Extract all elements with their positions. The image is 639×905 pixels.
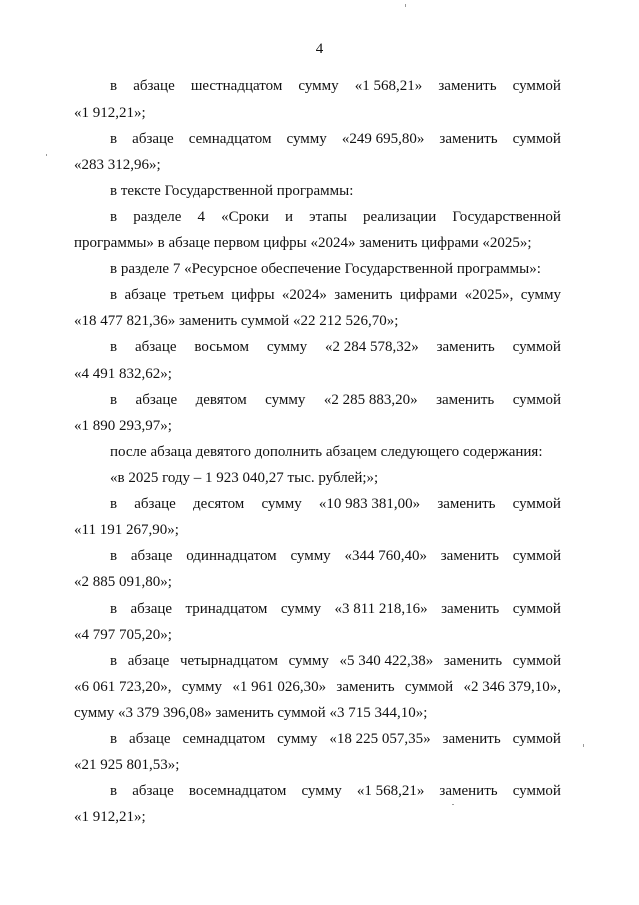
text-line: «21 925 801,53»; bbox=[74, 757, 180, 773]
text-word: заменить bbox=[436, 339, 495, 355]
text-line: в разделе 7 «Ресурсное обеспечение Государственной программы»: bbox=[110, 261, 541, 277]
text-word: сумму bbox=[181, 679, 223, 695]
text-word: в bbox=[110, 783, 118, 799]
text-word: заменить bbox=[439, 131, 498, 147]
text-line bbox=[110, 130, 561, 148]
text-word: абзаце bbox=[127, 653, 170, 669]
text-line: «1 890 293,97»; bbox=[74, 418, 172, 434]
text-word: абзаце bbox=[132, 131, 174, 147]
scan-mark bbox=[583, 744, 584, 747]
text-word: суммой bbox=[512, 392, 561, 408]
text-word: абзаце bbox=[130, 601, 173, 617]
text-word: суммой bbox=[512, 78, 561, 94]
text-word: сумму bbox=[286, 131, 327, 147]
text-word: тринадцатом bbox=[185, 601, 268, 617]
text-line bbox=[110, 286, 561, 304]
text-line: «283 312,96»; bbox=[74, 157, 161, 173]
text-word: третьем bbox=[173, 287, 224, 303]
text-word: сумму bbox=[298, 78, 339, 94]
text-word: заменить bbox=[336, 679, 395, 695]
text-word: сумму bbox=[520, 287, 561, 303]
text-word: суммой bbox=[512, 548, 561, 564]
text-word: в bbox=[110, 339, 118, 355]
text-line: после абзаца девятого дополнить абзацем следующего содержания: bbox=[110, 444, 543, 460]
text-line bbox=[74, 678, 561, 696]
text-line bbox=[110, 208, 561, 226]
text-word: девятом bbox=[195, 392, 247, 408]
text-word: четырнадцатом bbox=[179, 653, 278, 669]
text-word: в bbox=[110, 496, 118, 512]
text-line: «4 797 705,20»; bbox=[74, 627, 172, 643]
text-word: заменить bbox=[442, 731, 501, 747]
text-line: в тексте Государственной программы: bbox=[110, 183, 354, 199]
text-word: абзаце bbox=[130, 548, 173, 564]
text-word: 4 bbox=[197, 209, 206, 225]
text-line bbox=[110, 547, 561, 565]
text-word: суммой bbox=[512, 601, 561, 617]
text-word: сумму bbox=[280, 601, 322, 617]
text-word: «249 695,80» bbox=[341, 131, 425, 147]
text-word: заменить bbox=[443, 653, 503, 669]
text-word: абзаце bbox=[132, 783, 174, 799]
text-word: суммой bbox=[512, 731, 561, 747]
text-line bbox=[110, 338, 561, 356]
text-word: суммой bbox=[512, 653, 561, 669]
scan-mark bbox=[46, 154, 47, 156]
text-word: суммой bbox=[512, 783, 561, 799]
text-word: в bbox=[110, 731, 118, 747]
scan-mark bbox=[452, 804, 454, 805]
text-word: семнадцатом bbox=[188, 131, 272, 147]
text-word: заменить bbox=[438, 78, 497, 94]
text-word: заменить bbox=[334, 287, 393, 303]
text-word: в bbox=[110, 287, 118, 303]
text-word: заменить bbox=[437, 496, 496, 512]
text-word: «3 811 218,16» bbox=[334, 601, 428, 617]
text-word: восьмом bbox=[194, 339, 249, 355]
text-line: программы» в абзаце первом цифры «2024» заменить цифрами «2025»; bbox=[74, 235, 532, 251]
text-word: суммой bbox=[512, 131, 561, 147]
text-word: суммой bbox=[512, 496, 561, 512]
text-word: заменить bbox=[440, 548, 499, 564]
text-word: сумму bbox=[290, 548, 331, 564]
text-line: «4 491 832,62»; bbox=[74, 366, 172, 382]
text-word: абзаце bbox=[124, 287, 167, 303]
text-line: «18 477 821,36» заменить суммой «22 212 526,70»; bbox=[74, 313, 399, 329]
text-word: разделе bbox=[133, 209, 182, 225]
text-word: десятом bbox=[193, 496, 245, 512]
text-word: реализации bbox=[363, 209, 437, 225]
text-word: «5 340 422,38» bbox=[339, 653, 434, 669]
text-word: в bbox=[110, 131, 118, 147]
page-number: 4 bbox=[315, 41, 324, 57]
text-word: абзаце bbox=[134, 496, 176, 512]
text-word: «2 285 883,20» bbox=[323, 392, 418, 408]
text-word: «2025», bbox=[464, 287, 514, 303]
text-word: «2 346 379,10», bbox=[463, 679, 561, 695]
text-word: «344 760,40» bbox=[344, 548, 427, 564]
text-word: «1 961 026,30» bbox=[232, 679, 327, 695]
text-line: «1 912,21»; bbox=[74, 809, 146, 825]
text-line bbox=[110, 730, 561, 748]
text-line: «1 912,21»; bbox=[74, 105, 146, 121]
text-word: «1 568,21» bbox=[356, 783, 425, 799]
text-word: абзаце bbox=[133, 78, 175, 94]
text-word: «6 061 723,20», bbox=[74, 679, 172, 695]
text-word: заменить bbox=[441, 601, 500, 617]
text-word: шестнадцатом bbox=[190, 78, 283, 94]
text-line bbox=[110, 652, 561, 670]
text-word: в bbox=[110, 392, 118, 408]
text-word: восемнадцатом bbox=[188, 783, 287, 799]
text-line: «2 885 091,80»; bbox=[74, 574, 172, 590]
text-word: сумму bbox=[277, 731, 318, 747]
text-word: суммой bbox=[404, 679, 454, 695]
text-word: этапы bbox=[309, 209, 347, 225]
text-word: в bbox=[110, 601, 118, 617]
text-word: заменить bbox=[436, 392, 495, 408]
text-word: заменить bbox=[439, 783, 498, 799]
text-word: сумму bbox=[265, 392, 306, 408]
text-line: «в 2025 году – 1 923 040,27 тыс. рублей;»; bbox=[110, 470, 379, 486]
text-word: абзаце bbox=[134, 339, 177, 355]
text-word: в bbox=[110, 653, 118, 669]
text-word: абзаце bbox=[129, 731, 171, 747]
text-word: одиннадцатом bbox=[186, 548, 277, 564]
text-line: «11 191 267,90»; bbox=[74, 522, 179, 538]
text-line bbox=[110, 391, 561, 409]
text-word: сумму bbox=[301, 783, 342, 799]
text-word: сумму bbox=[288, 653, 329, 669]
text-word: в bbox=[110, 548, 118, 564]
text-word: и bbox=[285, 209, 294, 225]
text-word: «Сроки bbox=[221, 209, 269, 225]
text-line bbox=[110, 782, 561, 800]
text-word: Государственной bbox=[452, 209, 561, 225]
text-word: цифры bbox=[231, 287, 275, 303]
text-word: в bbox=[110, 78, 118, 94]
text-line: сумму «3 379 396,08» заменить суммой «3 715 344,10»; bbox=[74, 705, 428, 721]
text-word: суммой bbox=[512, 339, 561, 355]
text-word: «1 568,21» bbox=[354, 78, 423, 94]
text-word: сумму bbox=[266, 339, 308, 355]
text-word: цифрами bbox=[399, 287, 458, 303]
text-word: «10 983 381,00» bbox=[318, 496, 421, 512]
text-word: в bbox=[110, 209, 118, 225]
scan-mark bbox=[405, 4, 406, 7]
text-word: абзаце bbox=[135, 392, 178, 408]
text-word: семнадцатом bbox=[182, 731, 266, 747]
text-line bbox=[110, 600, 561, 618]
text-word: «2 284 578,32» bbox=[324, 339, 419, 355]
text-word: сумму bbox=[261, 496, 302, 512]
text-line bbox=[110, 495, 561, 513]
text-line bbox=[110, 77, 561, 95]
text-word: «18 225 057,35» bbox=[329, 731, 431, 747]
text-word: «2024» bbox=[281, 287, 327, 303]
